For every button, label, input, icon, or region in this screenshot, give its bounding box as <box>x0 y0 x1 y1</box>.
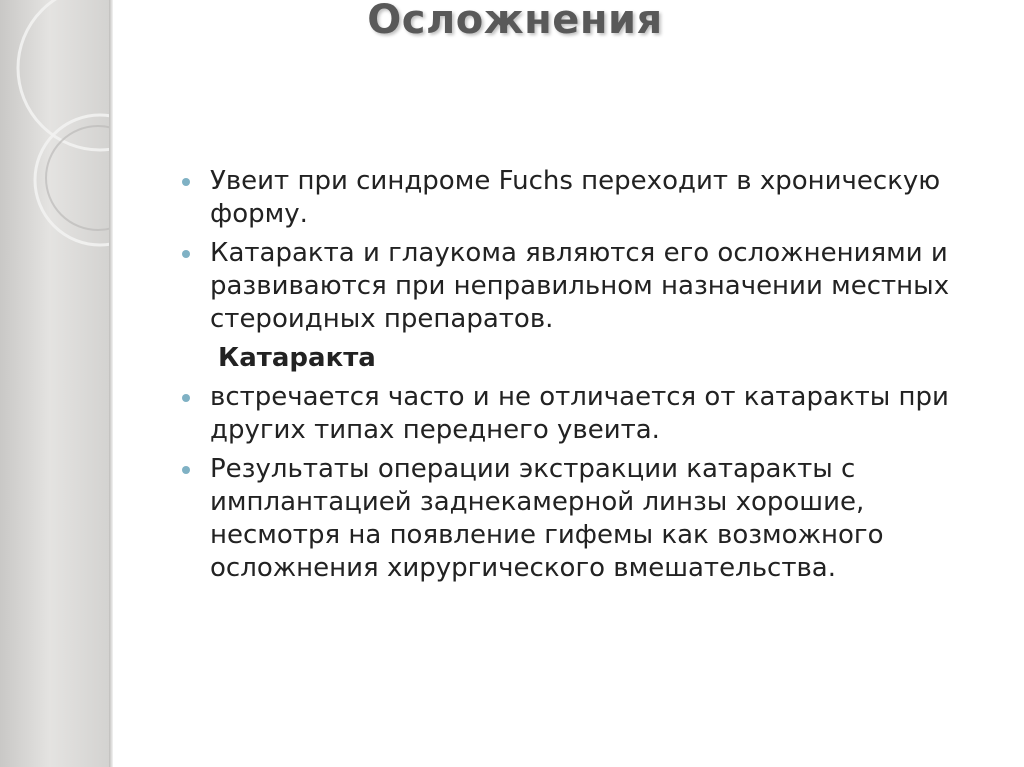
bullet-item <box>182 381 982 447</box>
decorative-side-panel <box>0 0 111 767</box>
bullet-text: Увеит при синдроме Fuchs переходит в хроническую форму. <box>210 166 941 229</box>
bullet-item <box>182 237 982 336</box>
bullet-item <box>182 165 982 231</box>
slide-title: Осложнения <box>367 0 663 43</box>
section-subheading: Катаракта <box>218 343 376 373</box>
bullet-dot-icon <box>182 394 190 402</box>
bullet-text: встречается часто и не отличается от катаракты при других типах переднего увеита. <box>210 382 949 445</box>
bullet-dot-icon <box>182 178 190 186</box>
slide-content <box>182 165 982 591</box>
bullet-item <box>182 453 982 585</box>
side-panel-edge <box>109 0 113 767</box>
bullet-dot-icon <box>182 250 190 258</box>
bullet-dot-icon <box>182 466 190 474</box>
bullet-text: Катаракта и глаукома являются его осложнениями и развиваются при неправильном назначении местных стероидных препаратов. <box>210 238 950 334</box>
bullet-text: Результаты операции экстракции катаракты с имплантацией заднекамерной линзы хорошие, несмотря на появление гифемы как возможного осложнения хирургического вмешательства. <box>210 454 884 583</box>
decorative-rings <box>0 0 111 300</box>
